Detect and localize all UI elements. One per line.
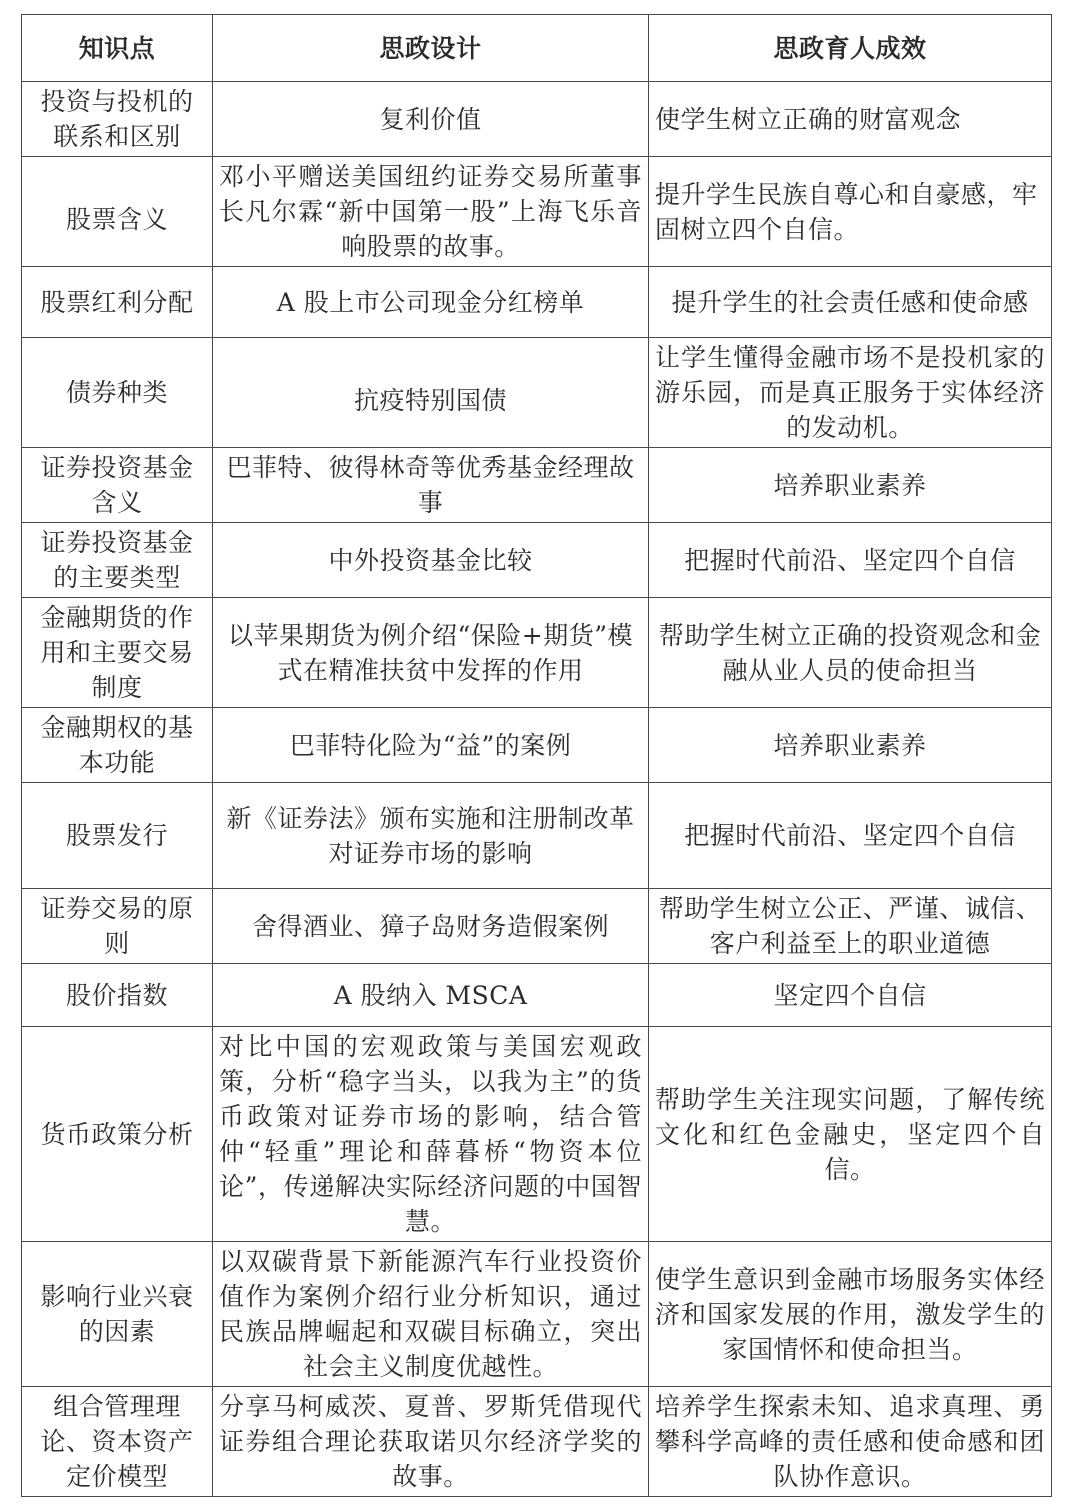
design-cell: 巴菲特、彼得林奇等优秀基金经理故事 — [213, 448, 649, 523]
design-cell: 中外投资基金比较 — [213, 523, 649, 598]
effect-cell: 帮助学生树立公正、严谨、诚信、客户利益至上的职业道德 — [649, 889, 1052, 964]
effect-cell: 培养职业素养 — [649, 708, 1052, 783]
table-row — [22, 1027, 1052, 1242]
table-row — [22, 964, 1052, 1027]
table-row — [22, 598, 1052, 708]
design-cell: 邓小平赠送美国纽约证券交易所董事长凡尔霖“新中国第一股”上海飞乐音响股票的故事。 — [213, 157, 649, 267]
ideology-table — [21, 14, 1052, 1497]
effect-cell: 培养职业素养 — [649, 448, 1052, 523]
design-cell: 对比中国的宏观政策与美国宏观政策，分析“稳字当头，以我为主”的货币政策对证券市场的影响，结合管仲“轻重”理论和薛暮桥“物资本位论”，传递解决实际经济问题的中国智慧。 — [213, 1027, 649, 1242]
table-row — [22, 523, 1052, 598]
knowledge-point-cell: 证券交易的原则 — [22, 889, 213, 964]
knowledge-point-cell: 货币政策分析 — [22, 1027, 213, 1242]
knowledge-point-cell: 股票发行 — [22, 783, 213, 889]
knowledge-point-cell: 债券种类 — [22, 338, 213, 448]
header-ideology-design: 思政设计 — [213, 15, 649, 82]
table-row — [22, 783, 1052, 889]
effect-cell: 提升学生民族自尊心和自豪感，牢固树立四个自信。 — [649, 157, 1052, 267]
effect-cell: 使学生树立正确的财富观念 — [649, 82, 1052, 157]
header-knowledge-point: 知识点 — [22, 15, 213, 82]
table-row — [22, 889, 1052, 964]
effect-cell: 把握时代前沿、坚定四个自信 — [649, 523, 1052, 598]
effect-cell: 帮助学生树立正确的投资观念和金融从业人员的使命担当 — [649, 598, 1052, 708]
knowledge-point-cell: 证券投资基金的主要类型 — [22, 523, 213, 598]
knowledge-point-cell: 金融期货的作用和主要交易制度 — [22, 598, 213, 708]
knowledge-point-cell: 影响行业兴衰的因素 — [22, 1242, 213, 1387]
table-row — [22, 708, 1052, 783]
effect-cell: 使学生意识到金融市场服务实体经济和国家发展的作用，激发学生的家国情怀和使命担当。 — [649, 1242, 1052, 1387]
design-cell: 以双碳背景下新能源汽车行业投资价值作为案例介绍行业分析知识，通过民族品牌崛起和双碳目标确立，突出社会主义制度优越性。 — [213, 1242, 649, 1387]
table-row — [22, 82, 1052, 157]
design-cell: 舍得酒业、獐子岛财务造假案例 — [213, 889, 649, 964]
design-cell: 复利价值 — [213, 82, 649, 157]
design-cell: 分享马柯威茨、夏普、罗斯凭借现代证券组合理论获取诺贝尔经济学奖的故事。 — [213, 1387, 649, 1497]
table-row — [22, 1387, 1052, 1497]
knowledge-point-cell: 股票含义 — [22, 157, 213, 267]
knowledge-point-cell: 股价指数 — [22, 964, 213, 1027]
knowledge-point-cell: 组合管理理论、资本资产定价模型 — [22, 1387, 213, 1497]
effect-cell: 培养学生探索未知、追求真理、勇攀科学高峰的责任感和使命感和团队协作意识。 — [649, 1387, 1052, 1497]
knowledge-point-cell: 金融期权的基本功能 — [22, 708, 213, 783]
effect-cell: 帮助学生关注现实问题，了解传统文化和红色金融史，坚定四个自信。 — [649, 1027, 1052, 1242]
table-row — [22, 448, 1052, 523]
table-row — [22, 157, 1052, 267]
knowledge-point-cell: 投资与投机的联系和区别 — [22, 82, 213, 157]
effect-cell: 提升学生的社会责任感和使命感 — [649, 267, 1052, 338]
table-row — [22, 338, 1052, 448]
table-row — [22, 267, 1052, 338]
design-cell: 抗疫特别国债 — [213, 338, 649, 448]
header-education-effect: 思政育人成效 — [649, 15, 1052, 82]
design-cell: A 股纳入 MSCA — [213, 964, 649, 1027]
table-header-row — [22, 15, 1052, 82]
table-row — [22, 1242, 1052, 1387]
knowledge-point-cell: 股票红利分配 — [22, 267, 213, 338]
design-cell: A 股上市公司现金分红榜单 — [213, 267, 649, 338]
design-cell: 巴菲特化险为“益”的案例 — [213, 708, 649, 783]
design-cell: 以苹果期货为例介绍“保险+期货”模式在精准扶贫中发挥的作用 — [213, 598, 649, 708]
design-cell: 新《证券法》颁布实施和注册制改革对证券市场的影响 — [213, 783, 649, 889]
effect-cell: 把握时代前沿、坚定四个自信 — [649, 783, 1052, 889]
knowledge-point-cell: 证券投资基金含义 — [22, 448, 213, 523]
effect-cell: 让学生懂得金融市场不是投机家的游乐园，而是真正服务于实体经济的发动机。 — [649, 338, 1052, 448]
effect-cell: 坚定四个自信 — [649, 964, 1052, 1027]
